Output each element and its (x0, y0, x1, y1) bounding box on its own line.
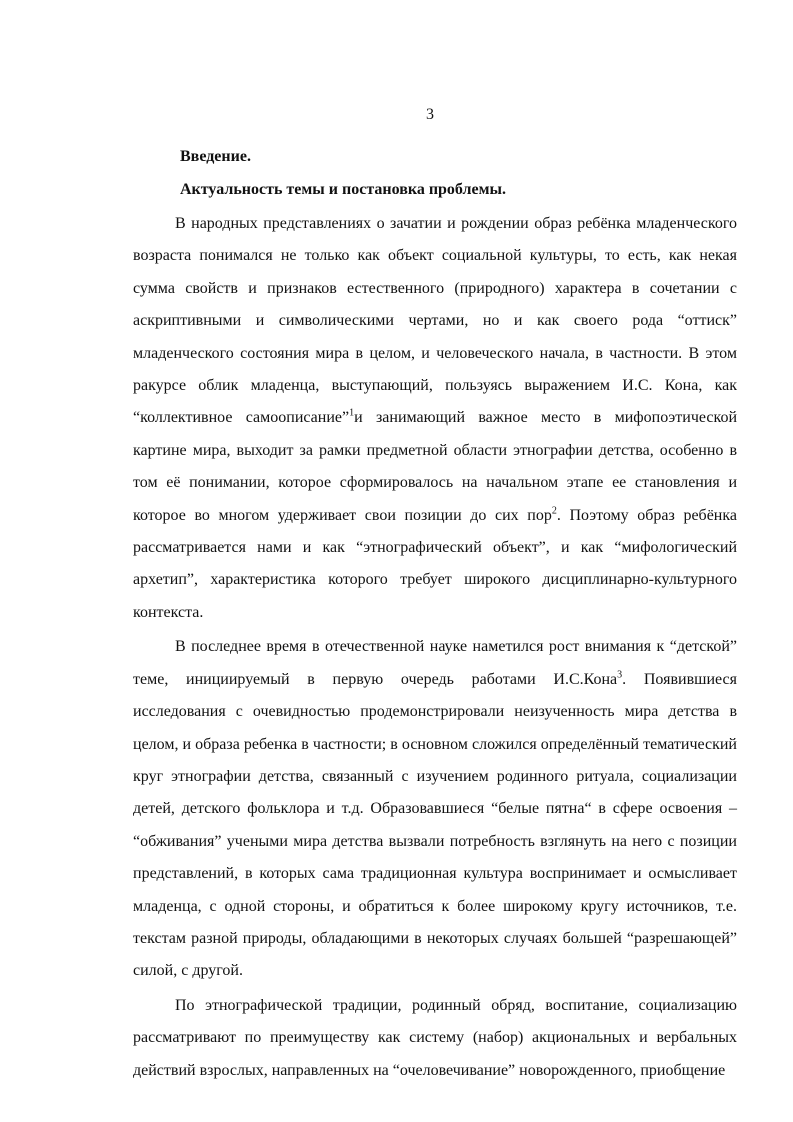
body-text (133, 208, 737, 1087)
footnote-ref-2: 2 (551, 505, 557, 517)
footnote-ref-3: 3 (617, 669, 623, 681)
paragraph-2-text-b: . Появившиеся исследования с очевидностью продемонстрировали неизученность мира детства в целом, и образа ребенка в частности; в основном сложился определённый тематический круг этнографии детства, связанный с изучением родинного ритуала, социализации детей, детского фольклора и т.д. Образовавшиеся “белые пятна“ в сфере освоения – “обживания” учеными мира детства вызвали потребность взглянуть на него с позиции представлений, в которых сама традиционная культура воспринимает и осмысливает младенца, с одной стороны, и обратиться к более широкому кругу источников, т.е. текстам разной природы, обладающими в некоторых случаях большей “разрешающей” силой, с другой. (133, 670, 738, 980)
paragraph-1-text-c: . Поэтому образ ребёнка рассматривается нами и как “этнографический объект”, и как “мифологический архетип”, характеристика которого требует широкого дисциплинарно-культурного контекста. (133, 506, 737, 621)
heading-relevance: Актуальность темы и постановка проблемы. (180, 181, 506, 198)
paragraph-2-text-a: В последнее время в отечественной науке наметился рост внимания к “детской” теме, инициируемый в первую очередь работами И.С.Кона (133, 638, 737, 688)
footnote-ref-1: 1 (349, 408, 355, 420)
paragraph-2 (133, 631, 737, 987)
paragraph-1-text-b: и занимающий важное место в мифопоэтической картине мира, выходит за рамки предметной области этнографии детства, особенно в том её понимании, которое сформировалось на начальном этапе ее становления и которое во многом удерживает свои позиции до сих пор (133, 409, 738, 524)
page-number: 3 (426, 106, 434, 123)
paragraph-1-text-a: В народных представлениях о зачатии и рождении образ ребёнка младенческого возраста понимался не только как объект социальной культуры, то есть, как некая сумма свойств и признаков естественного (природного) характера в сочетании с аскриптивными и символическими чертами, но и как своего рода “оттиск” младенческого состояния мира в целом, и человеческого начала, в частности. В этом ракурсе облик младенца, выступающий, пользуясь выражением И.С. Кона, как “коллективное самоописание” (133, 215, 737, 427)
paragraph-3-text: По этнографической традиции, родинный обряд, воспитание, социализацию рассматривают по преимуществу как систему (набор) акциональных и вербальных действий взрослых, направленных на “очеловечивание” новорожденного, приобщение (133, 996, 737, 1079)
paragraph-3 (133, 990, 737, 1087)
heading-introduction: Введение. (180, 148, 251, 165)
paragraph-1 (133, 208, 737, 629)
